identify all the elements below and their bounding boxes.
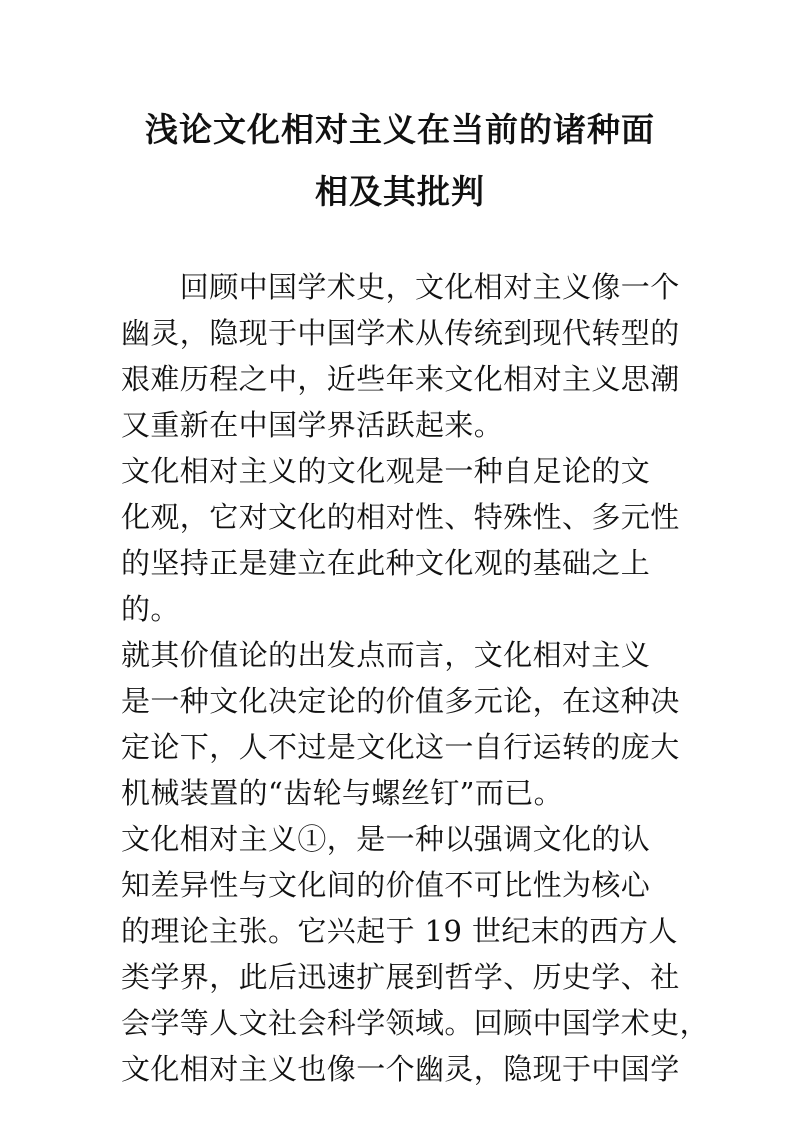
text-line: 知差异性与文化间的价值不可比性为核心 xyxy=(121,868,651,902)
text-line: 的坚持正是建立在此种文化观的基础之上 xyxy=(121,546,651,580)
text-line: 类学界，此后迅速扩展到哲学、历史学、社 xyxy=(121,960,680,994)
text-line: 定论下，人不过是文化这一自行运转的庞大 xyxy=(121,730,680,764)
text-line: 回顾中国学术史，文化相对主义像一个 xyxy=(121,270,680,304)
text-line: 又重新在中国学界活跃起来。 xyxy=(121,408,504,442)
text-line: 机械装置的“齿轮与螺丝钉”而已。 xyxy=(121,776,564,810)
text-line: 就其价值论的出发点而言，文化相对主义 xyxy=(121,638,651,672)
text-line: 文化相对主义①，是一种以强调文化的认 xyxy=(121,822,651,856)
text-line: 艰难历程之中，近些年来文化相对主义思潮 xyxy=(121,362,680,396)
text-line: 文化相对主义也像一个幽灵，隐现于中国学 xyxy=(121,1052,680,1086)
text-line: 幽灵，隐现于中国学术从传统到现代转型的 xyxy=(121,316,680,350)
text-line: 的理论主张。它兴起于 19 世纪末的西方人 xyxy=(121,914,678,948)
page-title-line-1: 浅论文化相对主义在当前的诸种面 xyxy=(145,110,655,149)
page-title-line-2: 相及其批判 xyxy=(315,172,485,211)
text-line: 会学等人文社会科学领域。回顾中国学术史， xyxy=(121,1006,710,1040)
text-line: 是一种文化决定论的价值多元论，在这种决 xyxy=(121,684,680,718)
body-text xyxy=(121,264,710,1092)
text-line: 化观，它对文化的相对性、特殊性、多元性 xyxy=(121,500,680,534)
text-line: 文化相对主义的文化观是一种自足论的文 xyxy=(121,454,651,488)
text-line: 的。 xyxy=(121,592,180,626)
